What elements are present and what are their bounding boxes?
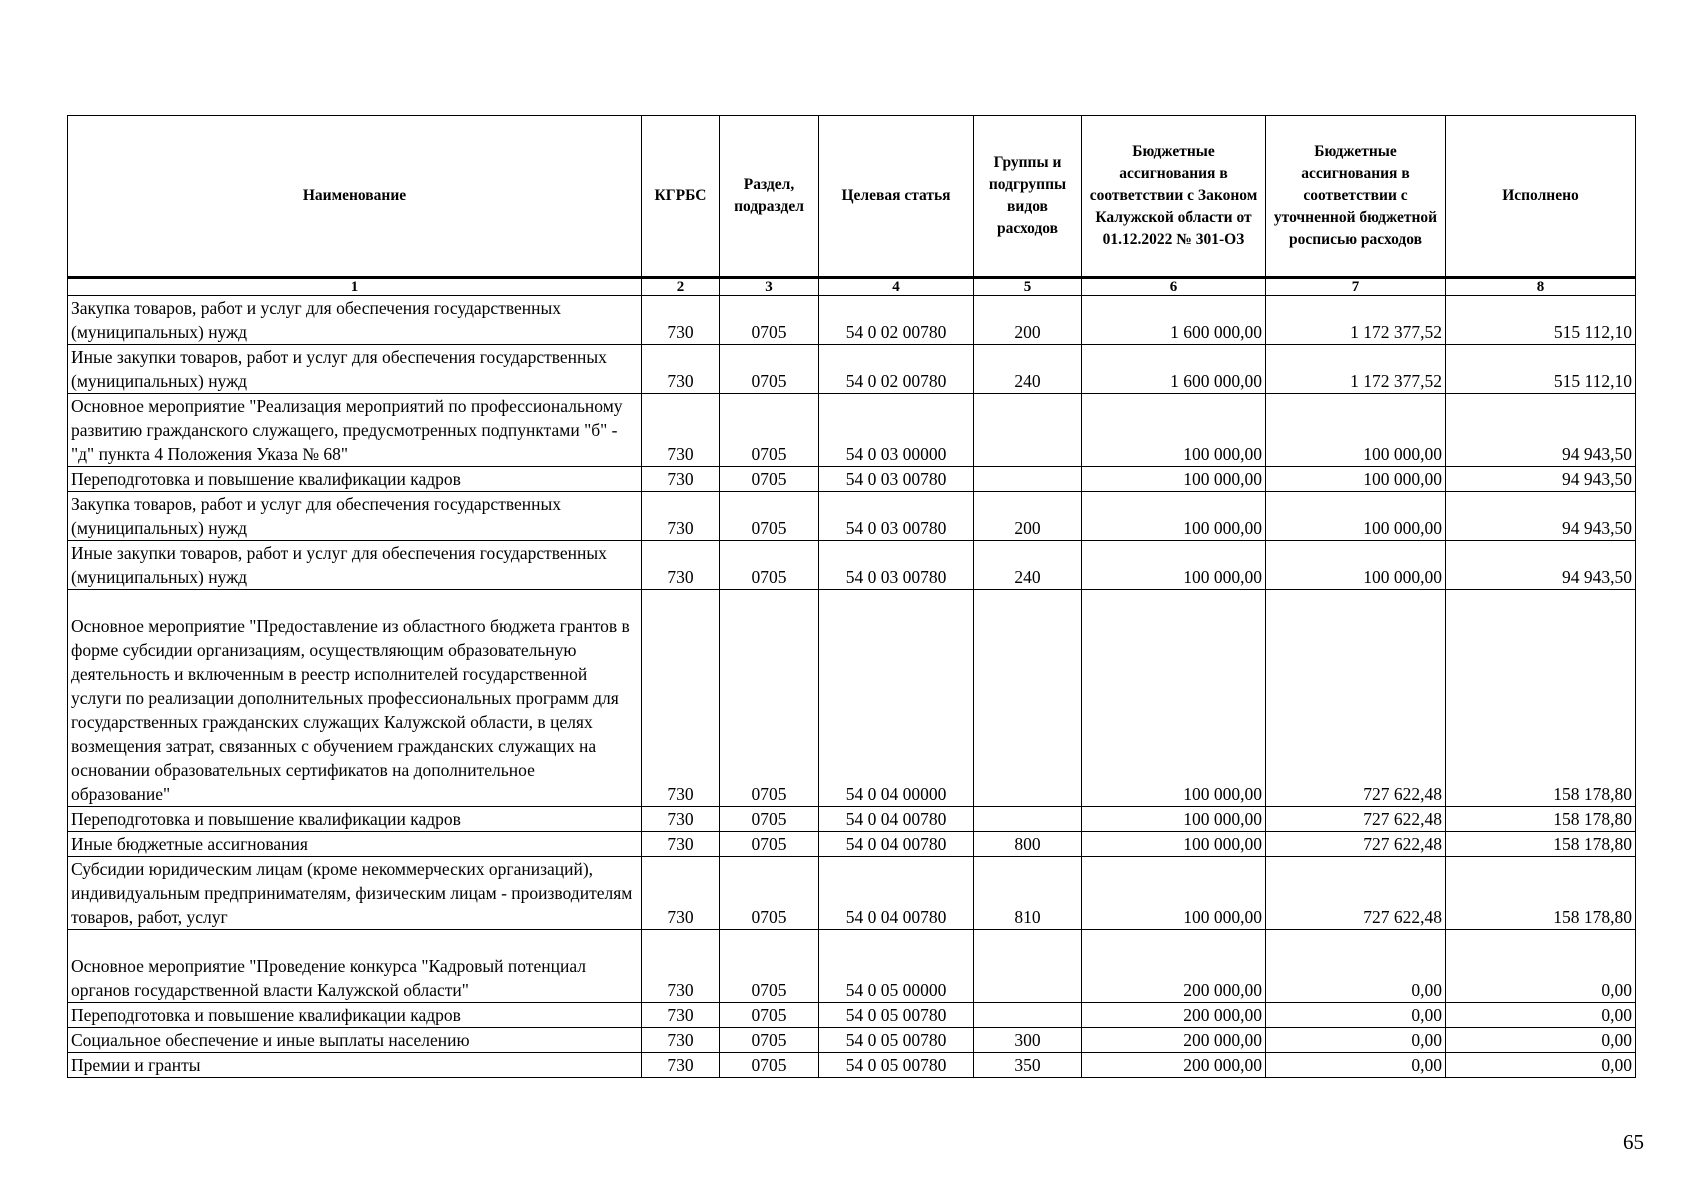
table-row [68, 492, 1636, 541]
row-name: Переподготовка и повышение квалификации кадров [68, 1003, 642, 1028]
row-kgrbs: 730 [642, 832, 720, 857]
row-expense-group: 800 [974, 832, 1082, 857]
row-section: 0705 [720, 467, 819, 492]
header-expense-groups: Группы и подгруппы видов расходов [974, 116, 1082, 278]
header-law-allocations: Бюджетные ассигнования в соответствии с Законом Калужской области от 01.12.2022 № 301-ОЗ [1082, 116, 1266, 278]
row-refined-amount: 727 622,48 [1266, 590, 1446, 807]
column-number: 7 [1266, 278, 1446, 296]
row-refined-amount: 100 000,00 [1266, 467, 1446, 492]
row-kgrbs: 730 [642, 492, 720, 541]
row-expense-group: 200 [974, 492, 1082, 541]
row-executed-amount: 0,00 [1446, 1003, 1636, 1028]
row-target-article: 54 0 03 00780 [819, 541, 974, 590]
row-kgrbs: 730 [642, 930, 720, 1003]
table-row [68, 345, 1636, 394]
row-name: Основное мероприятие "Проведение конкурса "Кадровый потенциал органов государственной власти Калужской области" [68, 930, 642, 1003]
row-law-amount: 100 000,00 [1082, 857, 1266, 930]
row-refined-amount: 100 000,00 [1266, 394, 1446, 467]
header-kgrbs: КГРБС [642, 116, 720, 278]
table-row [68, 1053, 1636, 1078]
row-expense-group [974, 930, 1082, 1003]
row-law-amount: 100 000,00 [1082, 541, 1266, 590]
row-refined-amount: 0,00 [1266, 1028, 1446, 1053]
row-executed-amount: 94 943,50 [1446, 492, 1636, 541]
row-law-amount: 100 000,00 [1082, 832, 1266, 857]
row-kgrbs: 730 [642, 541, 720, 590]
column-number: 6 [1082, 278, 1266, 296]
row-section: 0705 [720, 832, 819, 857]
row-section: 0705 [720, 1003, 819, 1028]
budget-table [67, 115, 1636, 1078]
table-row [68, 857, 1636, 930]
row-executed-amount: 158 178,80 [1446, 832, 1636, 857]
row-target-article: 54 0 04 00780 [819, 832, 974, 857]
row-target-article: 54 0 03 00780 [819, 492, 974, 541]
row-name: Премии и гранты [68, 1053, 642, 1078]
row-section: 0705 [720, 541, 819, 590]
row-target-article: 54 0 04 00780 [819, 807, 974, 832]
row-expense-group: 350 [974, 1053, 1082, 1078]
column-number: 2 [642, 278, 720, 296]
row-refined-amount: 0,00 [1266, 1053, 1446, 1078]
row-name: Иные бюджетные ассигнования [68, 832, 642, 857]
row-kgrbs: 730 [642, 1053, 720, 1078]
row-kgrbs: 730 [642, 345, 720, 394]
row-law-amount: 1 600 000,00 [1082, 345, 1266, 394]
row-name: Субсидии юридическим лицам (кроме некоммерческих организаций), индивидуальным предпринимателям, физическим лицам - производителям товаров, работ, услуг [68, 857, 642, 930]
row-law-amount: 100 000,00 [1082, 394, 1266, 467]
row-section: 0705 [720, 807, 819, 832]
row-refined-amount: 100 000,00 [1266, 541, 1446, 590]
row-executed-amount: 94 943,50 [1446, 394, 1636, 467]
row-executed-amount: 158 178,80 [1446, 857, 1636, 930]
row-expense-group [974, 1003, 1082, 1028]
row-executed-amount: 0,00 [1446, 930, 1636, 1003]
row-refined-amount: 1 172 377,52 [1266, 345, 1446, 394]
row-refined-amount: 0,00 [1266, 1003, 1446, 1028]
table-row [68, 467, 1636, 492]
row-law-amount: 100 000,00 [1082, 492, 1266, 541]
header-executed: Исполнено [1446, 116, 1636, 278]
row-name: Переподготовка и повышение квалификации кадров [68, 807, 642, 832]
row-section: 0705 [720, 394, 819, 467]
row-law-amount: 200 000,00 [1082, 1053, 1266, 1078]
row-law-amount: 200 000,00 [1082, 930, 1266, 1003]
row-name: Основное мероприятие "Реализация мероприятий по профессиональному развитию гражданского служащего, предусмотренных подпунктами "б" - "д" пункта 4 Положения Указа № 68" [68, 394, 642, 467]
column-number: 3 [720, 278, 819, 296]
row-target-article: 54 0 05 00780 [819, 1028, 974, 1053]
row-section: 0705 [720, 930, 819, 1003]
row-expense-group [974, 467, 1082, 492]
table-row [68, 541, 1636, 590]
row-kgrbs: 730 [642, 394, 720, 467]
row-expense-group: 240 [974, 345, 1082, 394]
row-kgrbs: 730 [642, 296, 720, 345]
row-kgrbs: 730 [642, 467, 720, 492]
row-kgrbs: 730 [642, 590, 720, 807]
row-law-amount: 200 000,00 [1082, 1028, 1266, 1053]
column-number: 8 [1446, 278, 1636, 296]
table-row [68, 1003, 1636, 1028]
row-target-article: 54 0 04 00000 [819, 590, 974, 807]
row-name: Иные закупки товаров, работ и услуг для обеспечения государственных (муниципальных) нужд [68, 345, 642, 394]
table-row [68, 1028, 1636, 1053]
row-executed-amount: 94 943,50 [1446, 541, 1636, 590]
column-number: 5 [974, 278, 1082, 296]
row-executed-amount: 515 112,10 [1446, 296, 1636, 345]
row-expense-group [974, 394, 1082, 467]
header-target-article: Целевая статья [819, 116, 974, 278]
row-refined-amount: 100 000,00 [1266, 492, 1446, 541]
row-law-amount: 100 000,00 [1082, 467, 1266, 492]
row-refined-amount: 727 622,48 [1266, 807, 1446, 832]
header-refined-allocations: Бюджетные ассигнования в соответствии с уточненной бюджетной росписью расходов [1266, 116, 1446, 278]
table-row [68, 394, 1636, 467]
table-row [68, 930, 1636, 1003]
row-expense-group [974, 590, 1082, 807]
table-row [68, 296, 1636, 345]
row-name: Закупка товаров, работ и услуг для обеспечения государственных (муниципальных) нужд [68, 296, 642, 345]
row-expense-group [974, 807, 1082, 832]
row-name: Переподготовка и повышение квалификации кадров [68, 467, 642, 492]
row-expense-group: 240 [974, 541, 1082, 590]
table-row [68, 590, 1636, 807]
row-name: Социальное обеспечение и иные выплаты населению [68, 1028, 642, 1053]
row-kgrbs: 730 [642, 1003, 720, 1028]
row-executed-amount: 158 178,80 [1446, 807, 1636, 832]
row-law-amount: 100 000,00 [1082, 590, 1266, 807]
row-executed-amount: 94 943,50 [1446, 467, 1636, 492]
row-refined-amount: 1 172 377,52 [1266, 296, 1446, 345]
row-name: Закупка товаров, работ и услуг для обеспечения государственных (муниципальных) нужд [68, 492, 642, 541]
column-number-row [68, 278, 1636, 296]
row-target-article: 54 0 04 00780 [819, 857, 974, 930]
row-kgrbs: 730 [642, 807, 720, 832]
column-number: 4 [819, 278, 974, 296]
row-executed-amount: 0,00 [1446, 1053, 1636, 1078]
row-section: 0705 [720, 492, 819, 541]
header-section: Раздел, подраздел [720, 116, 819, 278]
row-target-article: 54 0 05 00780 [819, 1003, 974, 1028]
row-target-article: 54 0 05 00000 [819, 930, 974, 1003]
page-number: 65 [1623, 1130, 1644, 1154]
table-row [68, 807, 1636, 832]
row-law-amount: 1 600 000,00 [1082, 296, 1266, 345]
row-target-article: 54 0 02 00780 [819, 296, 974, 345]
row-refined-amount: 727 622,48 [1266, 832, 1446, 857]
row-target-article: 54 0 03 00000 [819, 394, 974, 467]
row-law-amount: 100 000,00 [1082, 807, 1266, 832]
row-name: Основное мероприятие "Предоставление из областного бюджета грантов в форме субсидии организациям, осуществляющим образовательную деятельность и включенным в реестр исполнителей государственной услуги по реализации дополнительных профессиональных программ для государственных гражданских служащих Калужской области, в целях возмещения затрат, связанных с обучением гражданских служащих на основании образовательных сертификатов на дополнительное образование" [68, 590, 642, 807]
row-target-article: 54 0 02 00780 [819, 345, 974, 394]
row-executed-amount: 515 112,10 [1446, 345, 1636, 394]
row-refined-amount: 727 622,48 [1266, 857, 1446, 930]
row-section: 0705 [720, 1028, 819, 1053]
row-kgrbs: 730 [642, 857, 720, 930]
row-expense-group: 300 [974, 1028, 1082, 1053]
row-kgrbs: 730 [642, 1028, 720, 1053]
row-target-article: 54 0 03 00780 [819, 467, 974, 492]
row-section: 0705 [720, 296, 819, 345]
row-target-article: 54 0 05 00780 [819, 1053, 974, 1078]
header-name: Наименование [68, 116, 642, 278]
row-executed-amount: 158 178,80 [1446, 590, 1636, 807]
table-row [68, 832, 1636, 857]
row-law-amount: 200 000,00 [1082, 1003, 1266, 1028]
table-header-row [68, 116, 1636, 278]
row-expense-group: 810 [974, 857, 1082, 930]
row-refined-amount: 0,00 [1266, 930, 1446, 1003]
row-executed-amount: 0,00 [1446, 1028, 1636, 1053]
row-section: 0705 [720, 590, 819, 807]
row-section: 0705 [720, 857, 819, 930]
row-name: Иные закупки товаров, работ и услуг для обеспечения государственных (муниципальных) нужд [68, 541, 642, 590]
row-expense-group: 200 [974, 296, 1082, 345]
row-section: 0705 [720, 1053, 819, 1078]
row-section: 0705 [720, 345, 819, 394]
column-number: 1 [68, 278, 642, 296]
